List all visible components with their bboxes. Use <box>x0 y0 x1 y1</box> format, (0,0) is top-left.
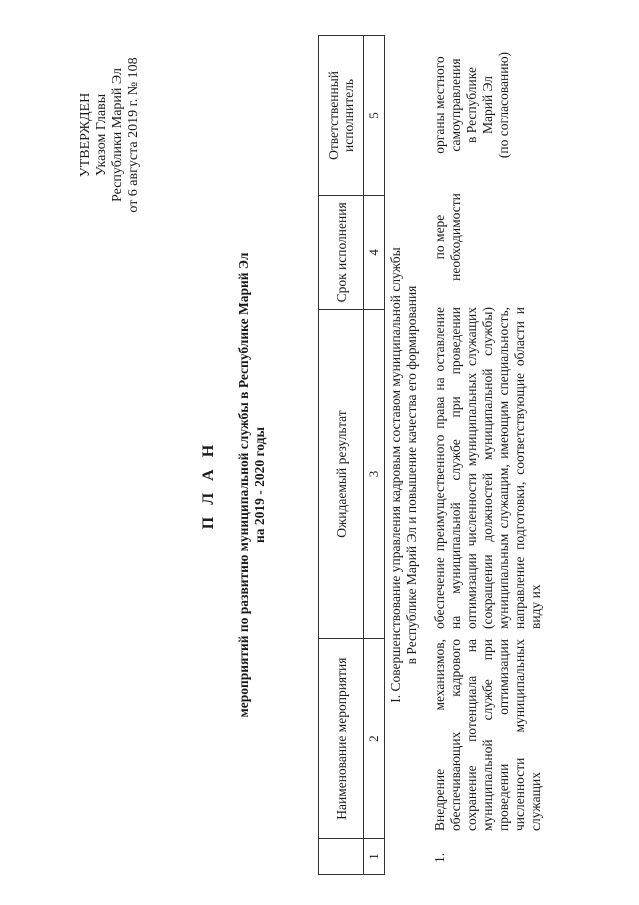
header-cell-deadline: Срок исполнения <box>319 195 364 309</box>
responsible-line-2: самоуправления <box>448 58 463 152</box>
section-line-1: I. Совершенствование управления кадровым составом муниципальной службы <box>388 247 403 703</box>
column-number-4: 4 <box>364 195 385 309</box>
item-result: обеспечение преимущественного права на оставление на муниципальной службе при проведении оптимизации численности муниципальных служащих (сокращении должностей муниципальной службы) муниципальным служащим, имеющим специальность, направление подготовки, соответствующие области и виду их <box>432 307 543 629</box>
approval-line-2: Указом Главы <box>94 93 109 177</box>
item-number: 1. <box>432 852 447 863</box>
header-cell-result: Ожидаемый результат <box>319 309 364 638</box>
approval-stamp <box>78 20 142 250</box>
column-number-3: 3 <box>364 309 385 638</box>
responsible-line-4: Марий Эл <box>480 75 495 135</box>
column-number-2: 2 <box>364 639 385 839</box>
responsible-line-3: в Республике <box>464 67 479 143</box>
header-cell-responsible: Ответственный исполнитель <box>319 36 364 196</box>
section-heading <box>388 195 420 755</box>
column-number-1: 1 <box>364 839 385 875</box>
item-responsible <box>432 35 512 175</box>
table-header-row <box>319 36 364 875</box>
approval-line-4: от 6 августа 2019 г. № 108 <box>126 57 141 213</box>
title-sub-2: на 2019 - 2020 годы <box>252 426 267 544</box>
header-cell-name: Наименование мероприятия <box>319 639 364 839</box>
approval-line-1: УТВЕРЖДЕН <box>78 92 93 178</box>
header-cell-number <box>319 839 364 875</box>
title-main: П Л А Н <box>200 440 217 530</box>
responsible-line-5: (по согласованию) <box>496 51 511 159</box>
document-title <box>200 185 268 785</box>
section-line-2: в Республике Марий Эл и повышение качества его формирования <box>404 285 419 665</box>
plan-table <box>318 35 385 875</box>
column-number-row <box>364 36 385 875</box>
title-sub-1: мероприятий по развитию муниципальной службы в Республике Марий Эл <box>236 252 251 718</box>
responsible-line-1: органы местного <box>432 56 447 154</box>
item-deadline: по мере необходимости <box>432 193 463 281</box>
item-name: Внедрение механизмов, обеспечивающих кадрового сохранение потенциала на муниципальной службе при проведении оптимизации численности муниципальных служащих <box>432 639 543 831</box>
column-number-5: 5 <box>364 36 385 196</box>
approval-line-3: Республики Марий Эл <box>110 68 125 202</box>
